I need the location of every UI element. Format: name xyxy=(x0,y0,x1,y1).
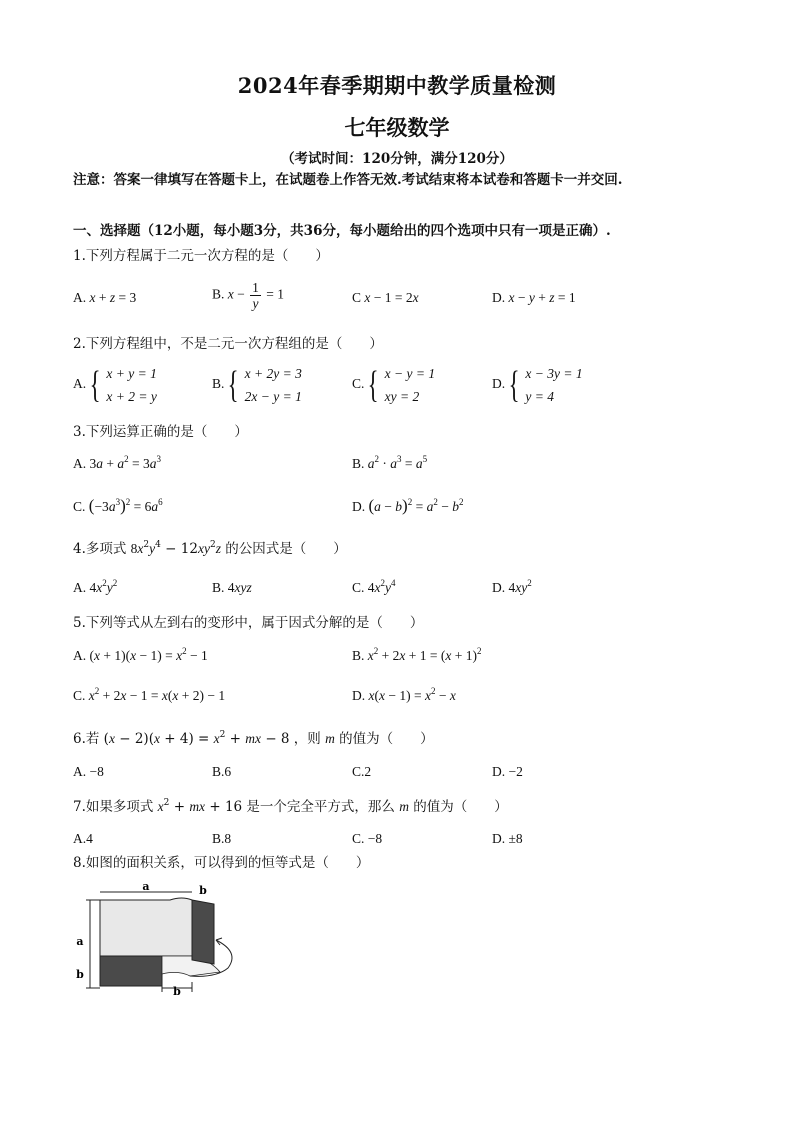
q2-option-d: D. { x − 3y = 1 y = 4 xyxy=(492,364,583,406)
exam-subject: 七年级数学 xyxy=(344,115,450,140)
label-bottom-b: b xyxy=(173,985,181,995)
q1-option-a: A. x + z = 3 xyxy=(73,290,137,305)
label-top-b: b xyxy=(199,884,207,897)
notice: 注意：答案一律填写在答题卡上，在试题卷上作答无效.考试结束将本试卷和答题卡一并交回. xyxy=(73,172,623,188)
q5-option-b: B. $x^2 + 2x + 1 = (x + 1)^2$ xyxy=(352,646,482,663)
q7-option-b: B.8 xyxy=(212,831,232,846)
area-figure xyxy=(70,880,245,995)
q6-option-d: D. −2 xyxy=(492,764,523,779)
q3-option-b: B. $a^2 \cdot a^3 = a^5$ xyxy=(352,454,428,471)
q5-option-c: C. $x^2 + 2x - 1 = x(x + 2) - 1$ xyxy=(73,686,226,703)
q4-option-d: D. $4xy^2$ xyxy=(492,578,532,595)
question-6-stem: 6.若 $(x - 2)(x + 4) = x^2$ + mx − 8 ，则 m 的值为（ ） xyxy=(73,730,434,747)
q2-option-b: B. { x + 2y = 3 2x − y = 1 xyxy=(212,364,302,406)
exam-title: 2024年春季期期中教学质量检测 xyxy=(237,73,557,98)
dark-right-strip xyxy=(192,900,214,964)
q3-option-d: D. $(a - b)^2 = a^2 - b^2$ xyxy=(352,496,464,515)
q1-option-b: B. x − $\frac{1}{y}$ = 1 xyxy=(212,280,285,311)
q5-option-a: A. $(x + 1)(x - 1) = x^2 - 1$ xyxy=(73,646,208,663)
label-left-a: a xyxy=(76,935,84,948)
q2-option-a: A. { x + y = 1 x + 2 = y xyxy=(73,364,157,406)
question-2-stem: 2.下列方程组中，不是二元一次方程组的是（ ） xyxy=(73,336,383,352)
question-7-stem: 7.如果多项式 $x^2$ + mx + 16 是一个完全平方式，那么 m 的值为（ ） xyxy=(73,798,508,815)
q7-option-d: D. ±8 xyxy=(492,831,523,846)
dark-bottom-strip xyxy=(100,956,162,986)
q6-option-a: A. −8 xyxy=(73,764,104,779)
q6-option-b: B.6 xyxy=(212,764,232,779)
exam-info: （考试时间：120分钟，满分120分） xyxy=(281,151,513,167)
section-heading: 一、选择题（12小题，每小题3分，共36分，每小题给出的四个选项中只有一项是正确）. xyxy=(73,223,611,239)
question-1-stem: 1.下列方程属于二元一次方程的是（ ） xyxy=(73,248,329,264)
question-3-stem: 3.下列运算正确的是（ ） xyxy=(73,424,248,440)
q1-option-c: C x − 1 = 2x xyxy=(352,290,419,305)
q4-option-c: C. $4x^2y^4$ xyxy=(352,578,396,595)
question-8-stem: 8.如图的面积关系，可以得到的恒等式是（ ） xyxy=(73,855,370,871)
label-left-b: b xyxy=(76,968,84,981)
q1-option-d: D. x − y + z = 1 xyxy=(492,290,576,305)
label-top-a: a xyxy=(142,880,150,893)
q6-option-c: C.2 xyxy=(352,764,372,779)
q5-option-d: D. $x(x - 1) = x^2 - x$ xyxy=(352,686,456,703)
q4-option-b: B. 4xyz xyxy=(212,580,252,595)
q2-option-c: C. { x − y = 1 xy = 2 xyxy=(352,364,436,406)
q3-option-c: C. $(-3a^3)^2 = 6a^6$ xyxy=(73,496,163,515)
question-4-stem: 4.多项式 $8x^2y^4 - 12xy^2z$ 的公因式是（ ） xyxy=(73,540,347,557)
q3-option-a: A. $3a + a^2 = 3a^3$ xyxy=(73,454,161,471)
q7-option-c: C. −8 xyxy=(352,831,383,846)
light-rectangle xyxy=(100,898,192,956)
question-5-stem: 5.下列等式从左到右的变形中，属于因式分解的是（ ） xyxy=(73,615,424,631)
q4-option-a: A. $4x^2y^2$ xyxy=(73,578,118,595)
q7-option-a: A.4 xyxy=(73,831,93,846)
